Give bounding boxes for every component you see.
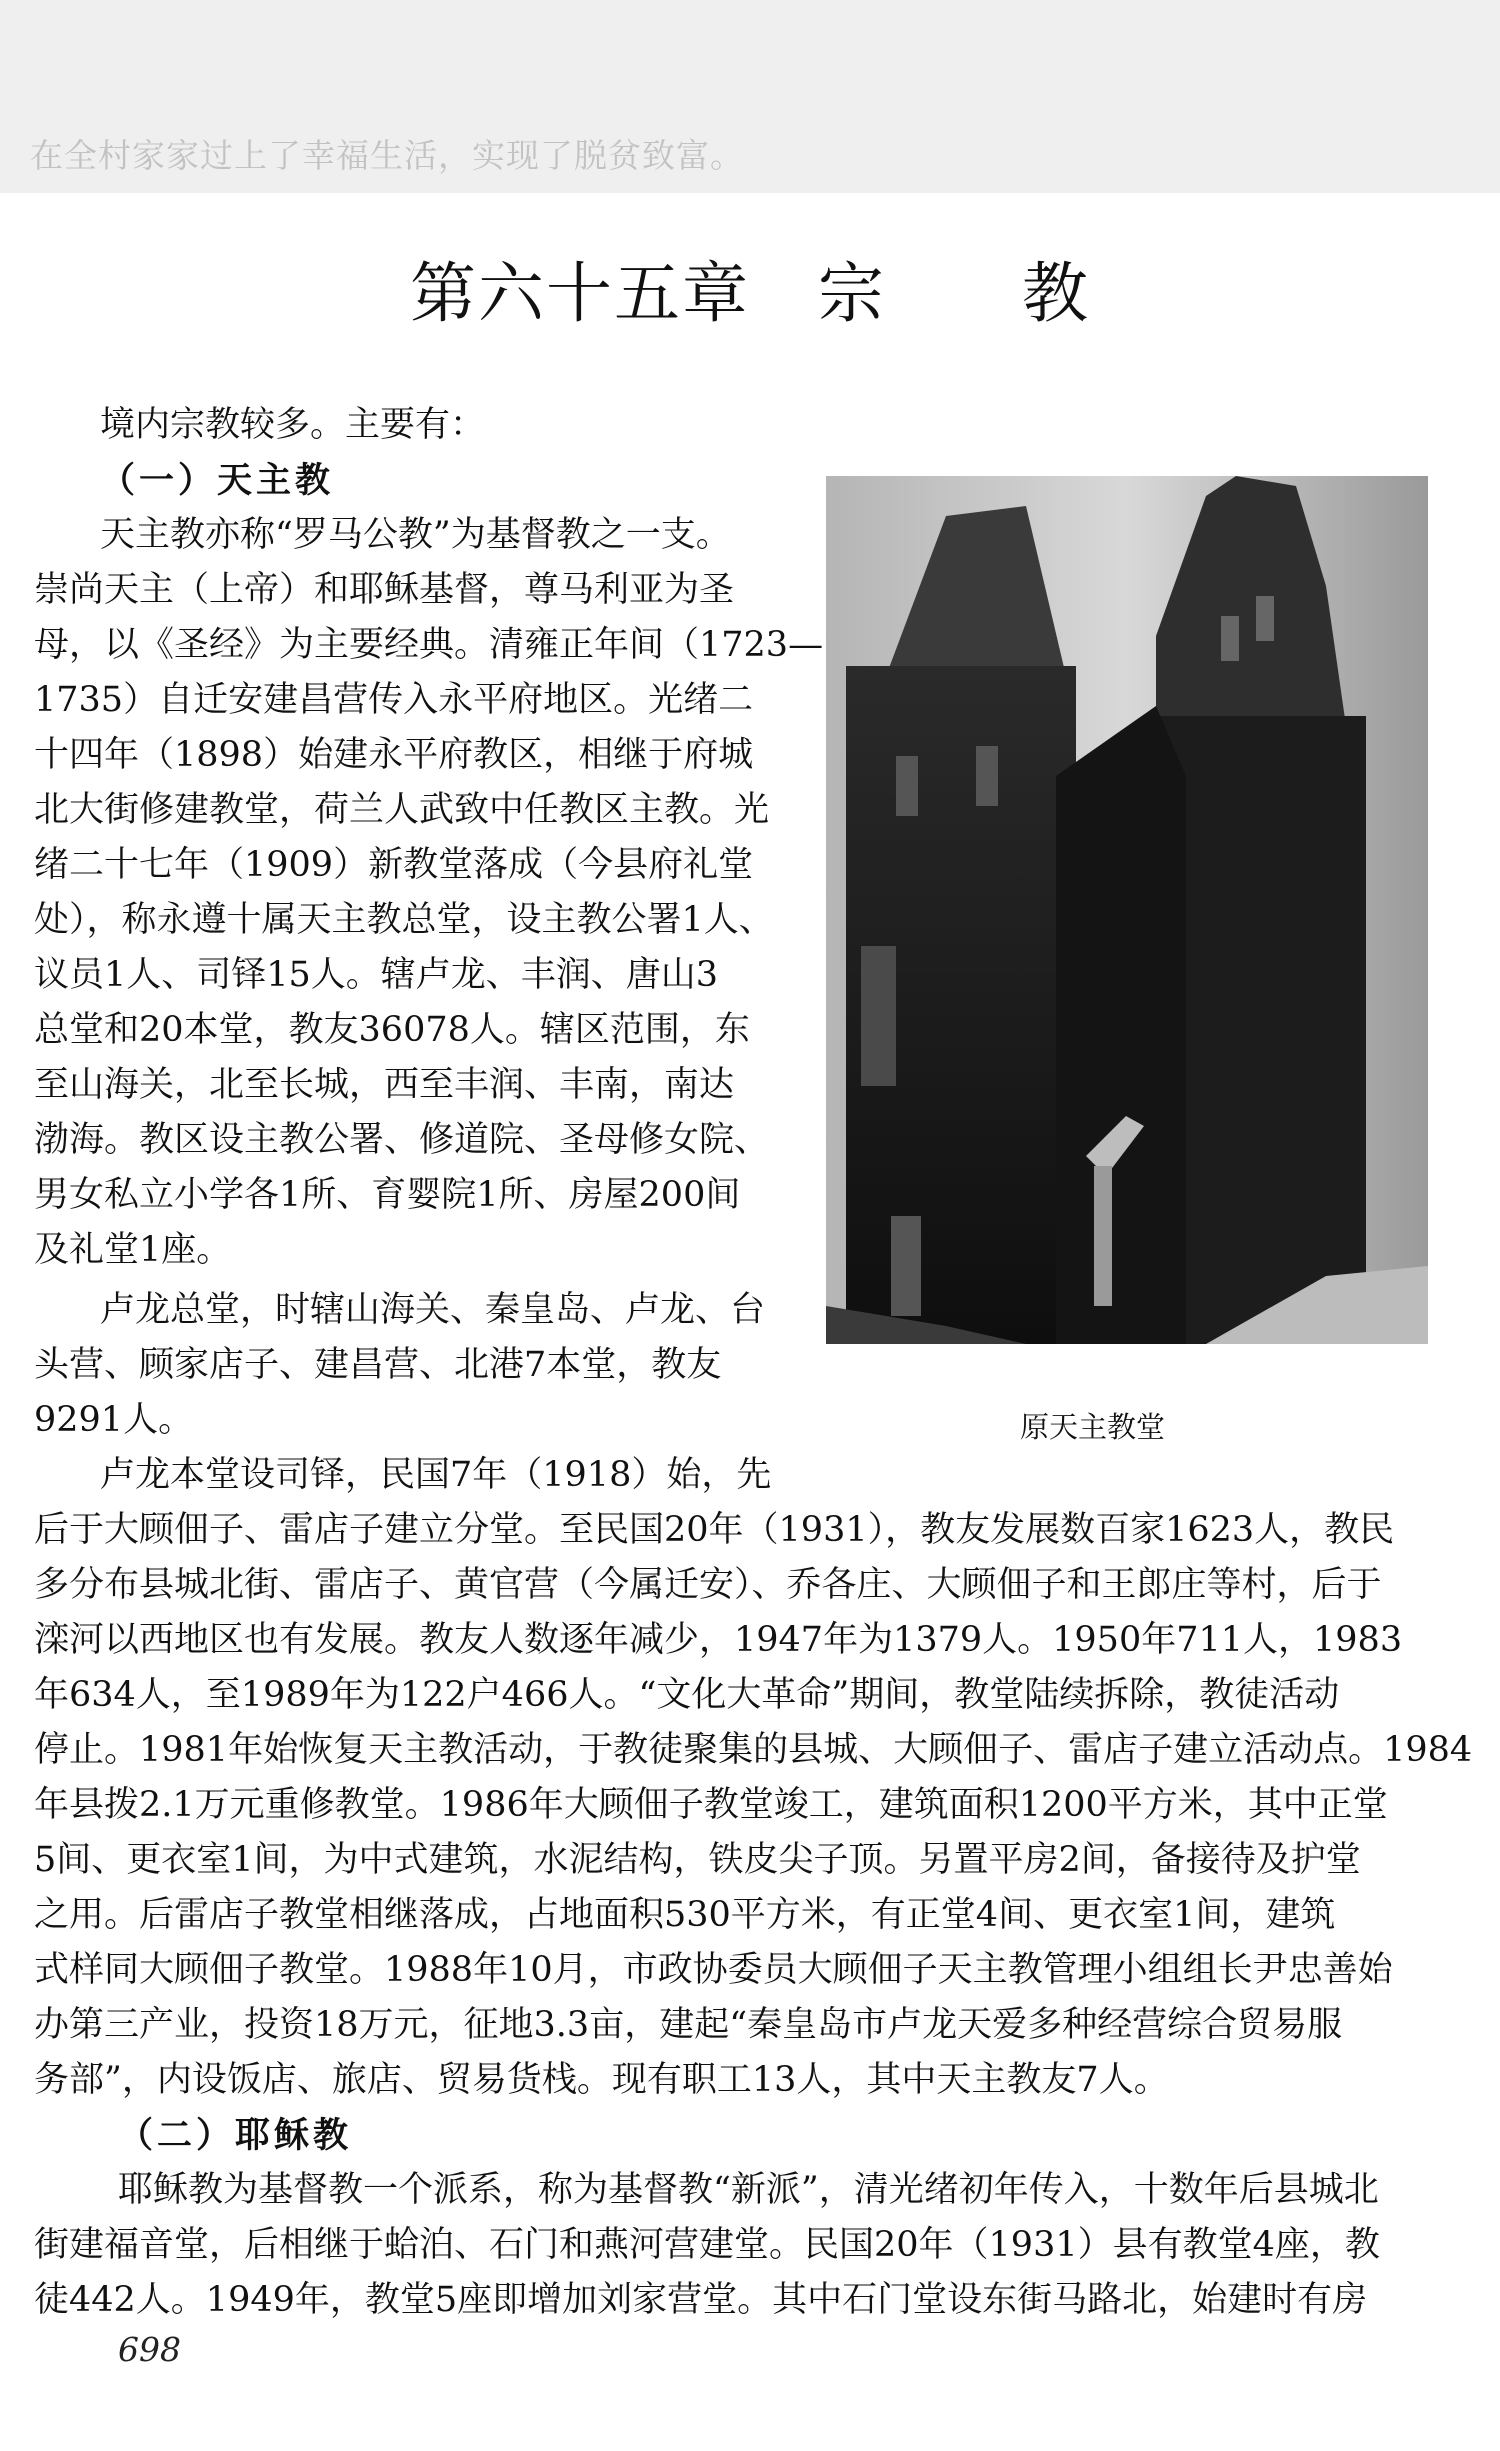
page-number: 698 [118,2330,181,2369]
text-line: 议员1人、司铎15人。辖卢龙、丰润、唐山3 [34,955,719,995]
text-line: 5间、更衣室1间，为中式建筑，水泥结构，铁皮尖子顶。另置平房2间，备接待及护堂 [34,1840,1361,1880]
chapter-title: 第六十五章 宗 教 [410,255,1090,332]
banner-text: 在全村家家过上了幸福生活，实现了脱贫致富。 [30,136,744,175]
text-line: 至山海关，北至长城，西至丰润、丰南，南达 [34,1065,735,1105]
text-line: 处），称永遵十属天主教总堂，设主教公署1人、 [34,900,774,940]
text-line: 绪二十七年（1909）新教堂落成（今县府礼堂 [34,845,754,885]
text-line: 年634人，至1989年为122户466人。“文化大革命”期间，教堂陆续拆除，教徒活动 [34,1675,1340,1715]
text-line: 天主教亦称“罗马公教”为基督教之一支。 [100,515,731,555]
text-line: 头营、顾家店子、建昌营、北港7本堂，教友 [34,1345,722,1385]
text-line: 停止。1981年始恢复天主教活动，于教徒聚集的县城、大顾佃子、雷店子建立活动点。1984 [34,1730,1473,1770]
church-photo-icon [826,476,1428,1344]
text-line: 年县拨2.1万元重修教堂。1986年大顾佃子教堂竣工，建筑面积1200平方米，其中正堂 [34,1785,1388,1825]
text-line: 十四年（1898）始建永平府教区，相继于府城 [34,735,754,775]
text-line: 式样同大顾佃子教堂。1988年10月，市政协委员大顾佃子天主教管理小组组长尹忠善始 [34,1950,1393,1990]
text-line: 之用。后雷店子教堂相继落成，占地面积530平方米，有正堂4间、更衣室1间，建筑 [34,1895,1336,1935]
text-line: 及礼堂1座。 [34,1230,232,1270]
text-line: 徒442人。1949年，教堂5座即增加刘家营堂。其中石门堂设东街马路北，始建时有房 [34,2280,1368,2320]
text-line: 渤海。教区设主教公署、修道院、圣母修女院、 [34,1120,770,1160]
text-line: 多分布县城北街、雷店子、黄官营（今属迁安）、乔各庄、大顾佃子和王郎庄等村，后于 [34,1565,1382,1605]
section-heading: （二）耶稣教 [118,2115,353,2156]
text-line: 母，以《圣经》为主要经典。清雍正年间（1723— [34,625,824,665]
text-line: 北大街修建教堂，荷兰人武致中任教区主教。光 [34,790,770,830]
text-line: 后于大顾佃子、雷店子建立分堂。至民国20年（1931），教友发展数百家1623人，教民 [34,1510,1395,1550]
text-line: 卢龙总堂，时辖山海关、秦皇岛、卢龙、台 [100,1290,766,1330]
text-line: 务部”，内设饭店、旅店、贸易货栈。现有职工13人，其中天主教友7人。 [34,2060,1169,2100]
text-line: 1735）自迁安建昌营传入永平府地区。光绪二 [34,680,754,720]
text-line: 街建福音堂，后相继于蛤泊、石门和燕河营建堂。民国20年（1931）县有教堂4座，教 [34,2225,1380,2265]
text-line: 滦河以西地区也有发展。教友人数逐年减少，1947年为1379人。1950年711人，1983 [34,1620,1403,1660]
top-banner [0,0,1500,193]
section-heading: （一）天主教 [100,460,335,501]
text-line: 卢龙本堂设司铎，民国7年（1918）始，先 [100,1455,772,1495]
photo-caption: 原天主教堂 [1020,1410,1166,1444]
church-photo [826,476,1428,1344]
text-line: 男女私立小学各1所、育婴院1所、房屋200间 [34,1175,741,1215]
text-line: 总堂和20本堂，教友36078人。辖区范围，东 [34,1010,750,1050]
text-line: 耶稣教为基督教一个派系，称为基督教“新派”，清光绪初年传入，十数年后县城北 [118,2170,1379,2210]
text-line: 境内宗教较多。主要有： [100,405,486,445]
text-line: 崇尚天主（上帝）和耶稣基督，尊马利亚为圣 [34,570,735,610]
text-line: 9291人。 [34,1400,194,1440]
text-line: 办第三产业，投资18万元，征地3.3亩，建起“秦皇岛市卢龙天爱多种经营综合贸易服 [34,2005,1343,2045]
